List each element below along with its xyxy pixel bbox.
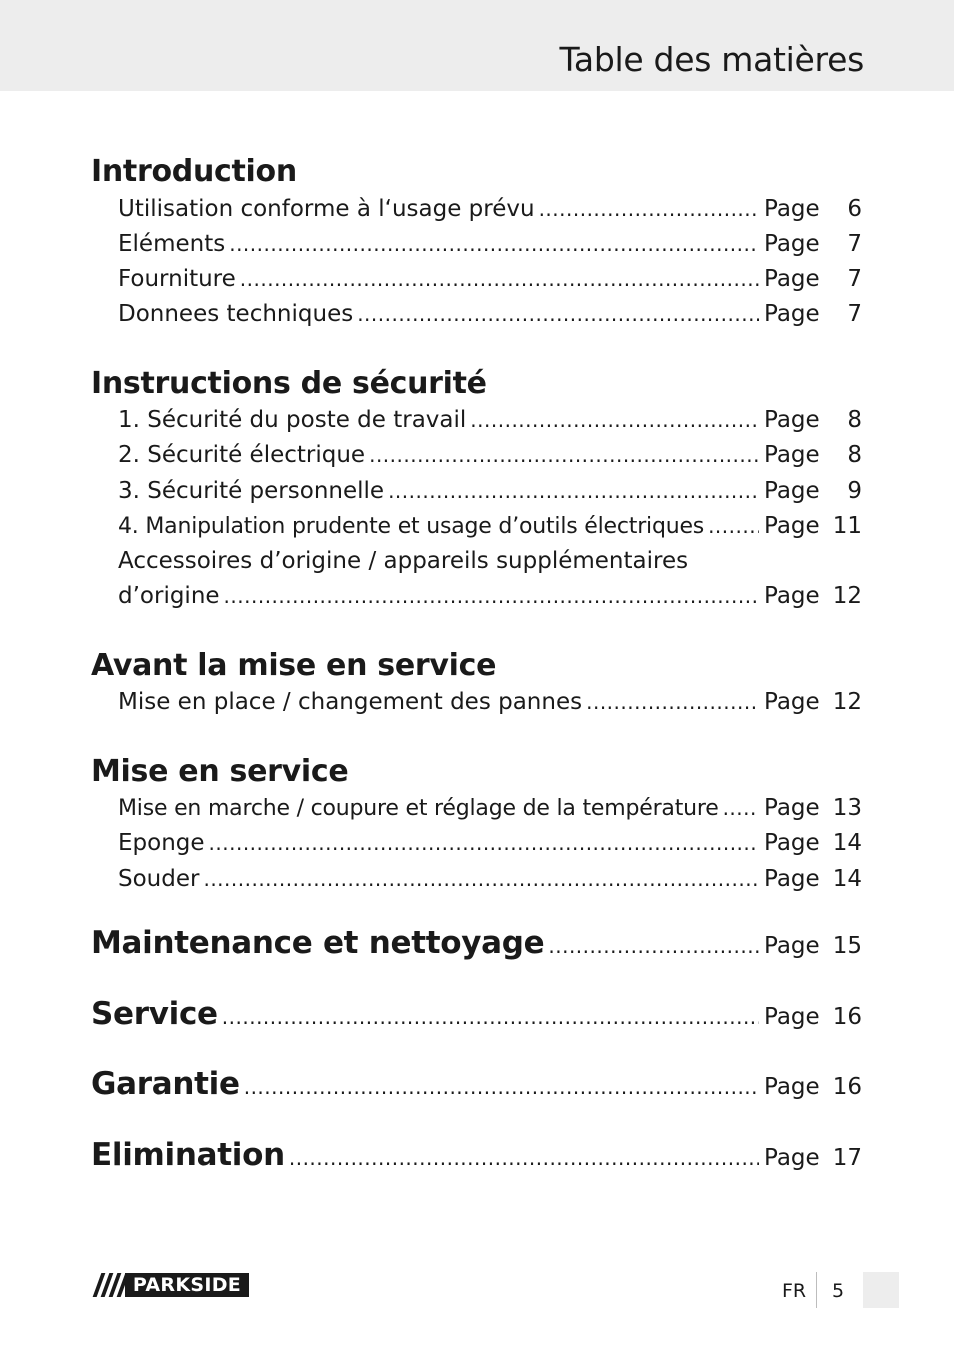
dot-leader bbox=[244, 1075, 759, 1099]
page-word: Page bbox=[764, 795, 820, 821]
toc-entry[interactable] bbox=[118, 442, 862, 476]
section-title-avant-mise-en-service: Avant la mise en service bbox=[91, 648, 497, 683]
entry-label: Mise en place / changement des pannes bbox=[118, 689, 583, 715]
dot-leader bbox=[470, 408, 759, 432]
toc-section-entry-maintenance[interactable] bbox=[91, 925, 862, 971]
toc-entry[interactable] bbox=[118, 301, 862, 335]
page-number: 16 bbox=[832, 1004, 862, 1030]
entry-label: Donnees techniques bbox=[118, 301, 354, 327]
toc-section-entry-service[interactable] bbox=[91, 996, 862, 1042]
page-word: Page bbox=[764, 933, 820, 959]
dot-leader bbox=[369, 443, 759, 467]
page-word: Page bbox=[764, 442, 820, 468]
toc-entry[interactable] bbox=[118, 196, 862, 230]
logo-stripes-icon bbox=[91, 1273, 125, 1297]
footer-tab-marker bbox=[863, 1272, 899, 1308]
page-number: 7 bbox=[847, 231, 862, 257]
dot-leader bbox=[586, 690, 759, 714]
page-number: 8 bbox=[847, 442, 862, 468]
page-number: 15 bbox=[832, 933, 862, 959]
dot-leader bbox=[203, 867, 759, 891]
toc-entry[interactable] bbox=[118, 583, 862, 617]
page-number: 12 bbox=[832, 689, 862, 715]
page-number: 14 bbox=[832, 830, 862, 856]
page-word: Page bbox=[764, 266, 820, 292]
toc-entry[interactable] bbox=[118, 266, 862, 300]
entry-label: Fourniture bbox=[118, 266, 236, 292]
dot-leader bbox=[539, 197, 759, 221]
entry-label: Utilisation conforme à l‘usage prévu bbox=[118, 196, 535, 222]
page-word: Page bbox=[764, 583, 820, 609]
dot-leader bbox=[289, 1146, 759, 1170]
section-title-introduction: Introduction bbox=[91, 154, 297, 189]
entry-label: 1. Sécurité du poste de travail bbox=[118, 407, 467, 433]
entry-label: Eléments bbox=[118, 231, 226, 257]
page-number-footer: 5 bbox=[832, 1280, 845, 1302]
toc-entry[interactable] bbox=[118, 795, 862, 829]
page-title: Table des matières bbox=[559, 40, 864, 79]
page-number: 8 bbox=[847, 407, 862, 433]
page-word: Page bbox=[764, 231, 820, 257]
page-number: 17 bbox=[832, 1145, 862, 1171]
page-word: Page bbox=[764, 1004, 820, 1030]
toc-entry[interactable] bbox=[118, 513, 862, 547]
toc-section-entry-elimination[interactable] bbox=[91, 1137, 862, 1183]
page-word: Page bbox=[764, 689, 820, 715]
parkside-logo bbox=[91, 1273, 249, 1297]
page-word: Page bbox=[764, 866, 820, 892]
section-title-maintenance: Maintenance et nettoyage bbox=[91, 925, 545, 961]
page-word: Page bbox=[764, 301, 820, 327]
section-title-garantie: Garantie bbox=[91, 1066, 240, 1102]
dot-leader bbox=[229, 232, 759, 256]
entry-label-line1: Accessoires d’origine / appareils supplémentaires bbox=[118, 548, 689, 574]
page-word: Page bbox=[764, 1145, 820, 1171]
page-word: Page bbox=[764, 196, 820, 222]
dot-leader bbox=[209, 831, 759, 855]
dot-leader bbox=[723, 796, 759, 820]
page-number: 7 bbox=[847, 266, 862, 292]
language-code: FR bbox=[782, 1280, 807, 1302]
entry-label: Eponge bbox=[118, 830, 205, 856]
entry-label: d’origine bbox=[118, 583, 220, 609]
entry-label: 3. Sécurité personnelle bbox=[118, 478, 385, 504]
dot-leader bbox=[357, 302, 759, 326]
toc-entry[interactable] bbox=[118, 478, 862, 512]
toc-entry[interactable] bbox=[118, 231, 862, 265]
dot-leader bbox=[388, 479, 759, 503]
page-number: 9 bbox=[847, 478, 862, 504]
section-title-service: Service bbox=[91, 996, 218, 1032]
toc-entry[interactable] bbox=[118, 866, 862, 900]
page-word: Page bbox=[764, 407, 820, 433]
dot-leader bbox=[224, 584, 759, 608]
entry-label: Mise en marche / coupure et réglage de la température bbox=[118, 796, 719, 821]
page-number: 16 bbox=[832, 1074, 862, 1100]
footer-divider bbox=[816, 1272, 817, 1308]
page-number: 12 bbox=[832, 583, 862, 609]
toc-entry[interactable] bbox=[118, 830, 862, 864]
dot-leader bbox=[708, 514, 759, 538]
page-number: 11 bbox=[832, 513, 862, 539]
dot-leader bbox=[240, 267, 759, 291]
page-word: Page bbox=[764, 478, 820, 504]
section-title-elimination: Elimination bbox=[91, 1137, 285, 1173]
page-word: Page bbox=[764, 1074, 820, 1100]
page-word: Page bbox=[764, 513, 820, 539]
page-number: 14 bbox=[832, 866, 862, 892]
dot-leader bbox=[548, 934, 759, 958]
section-title-mise-en-service: Mise en service bbox=[91, 754, 349, 789]
toc-entry[interactable] bbox=[118, 407, 862, 441]
section-title-instructions-securite: Instructions de sécurité bbox=[91, 366, 487, 401]
brand-name: PARKSIDE bbox=[132, 1274, 242, 1296]
toc-entry[interactable] bbox=[118, 689, 862, 723]
dot-leader bbox=[222, 1005, 759, 1029]
toc-section-entry-garantie[interactable] bbox=[91, 1066, 862, 1112]
page-word: Page bbox=[764, 830, 820, 856]
page-number: 13 bbox=[832, 795, 862, 821]
page-number: 6 bbox=[847, 196, 862, 222]
entry-label: Souder bbox=[118, 866, 200, 892]
page-number: 7 bbox=[847, 301, 862, 327]
entry-label: 2. Sécurité électrique bbox=[118, 442, 366, 468]
entry-label: 4. Manipulation prudente et usage d’outils électriques bbox=[118, 514, 705, 539]
